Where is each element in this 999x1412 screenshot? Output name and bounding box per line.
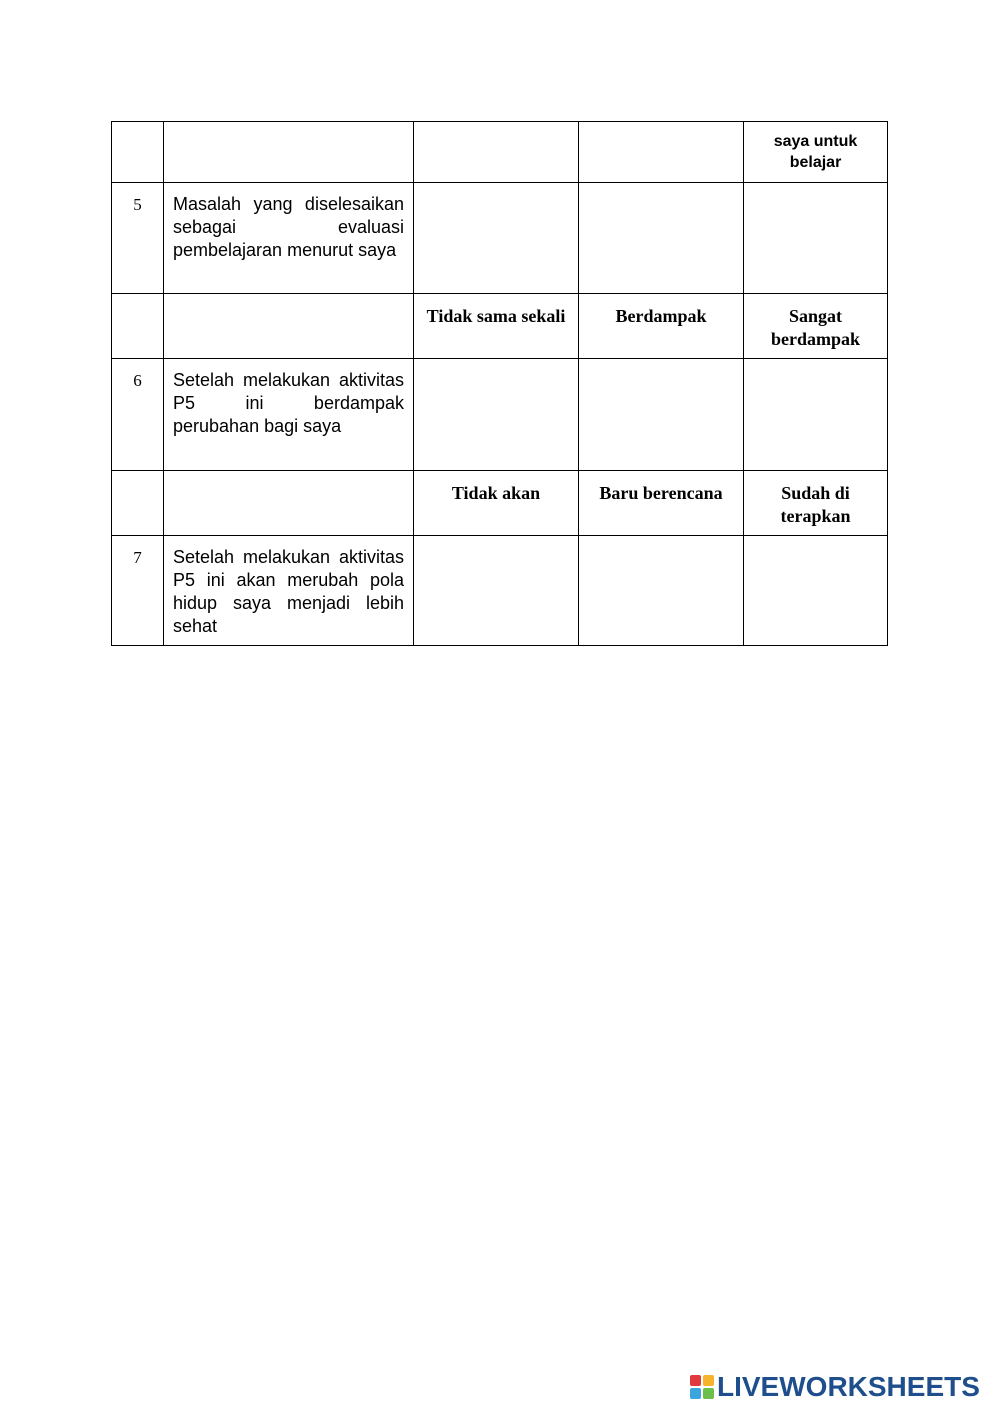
cell-empty[interactable] <box>414 122 579 183</box>
question-text: Setelah melakukan aktivitas P5 ini berdampak perubahan bagi saya <box>164 359 414 471</box>
answer-cell[interactable] <box>744 536 888 646</box>
question-text: Setelah melakukan aktivitas P5 ini akan merubah pola hidup saya menjadi lebih sehat <box>164 536 414 646</box>
continuation-row <box>112 122 888 183</box>
answer-cell[interactable] <box>579 536 744 646</box>
logo-square-green <box>703 1388 714 1399</box>
cell-empty <box>164 294 414 359</box>
answer-cell[interactable] <box>579 183 744 294</box>
question-number: 6 <box>112 359 164 471</box>
logo-square-red <box>690 1375 701 1386</box>
option-label: Baru berencana <box>579 471 744 536</box>
liveworksheets-logo-icon <box>690 1375 714 1399</box>
survey-table <box>111 121 888 646</box>
option-label: Tidak sama sekali <box>414 294 579 359</box>
question-row-7 <box>112 536 888 646</box>
question-text: Masalah yang diselesaikan sebagai evaluasi pembelajaran menurut saya <box>164 183 414 294</box>
logo-square-blue <box>690 1388 701 1399</box>
cell-empty[interactable] <box>579 122 744 183</box>
option-label: Tidak akan <box>414 471 579 536</box>
option-label: Sangat berdampak <box>744 294 888 359</box>
options-header-row <box>112 294 888 359</box>
logo-text: LIVEWORKSHEETS <box>717 1371 980 1402</box>
cell-empty <box>112 471 164 536</box>
answer-cell[interactable] <box>414 536 579 646</box>
cell-empty <box>112 294 164 359</box>
question-row-5 <box>112 183 888 294</box>
cell-empty <box>164 122 414 183</box>
liveworksheets-logo[interactable] <box>690 1372 980 1402</box>
option-label: Sudah di terapkan <box>744 471 888 536</box>
answer-cell[interactable] <box>414 359 579 471</box>
option-label: Berdampak <box>579 294 744 359</box>
options-header-row <box>112 471 888 536</box>
question-row-6 <box>112 359 888 471</box>
answer-cell[interactable] <box>579 359 744 471</box>
answer-cell[interactable] <box>744 359 888 471</box>
option-header-continued: saya untuk belajar <box>744 122 888 183</box>
logo-square-yellow <box>703 1375 714 1386</box>
answer-cell[interactable] <box>744 183 888 294</box>
question-number: 5 <box>112 183 164 294</box>
cell-empty <box>164 471 414 536</box>
answer-cell[interactable] <box>414 183 579 294</box>
cell-empty <box>112 122 164 183</box>
question-number: 7 <box>112 536 164 646</box>
